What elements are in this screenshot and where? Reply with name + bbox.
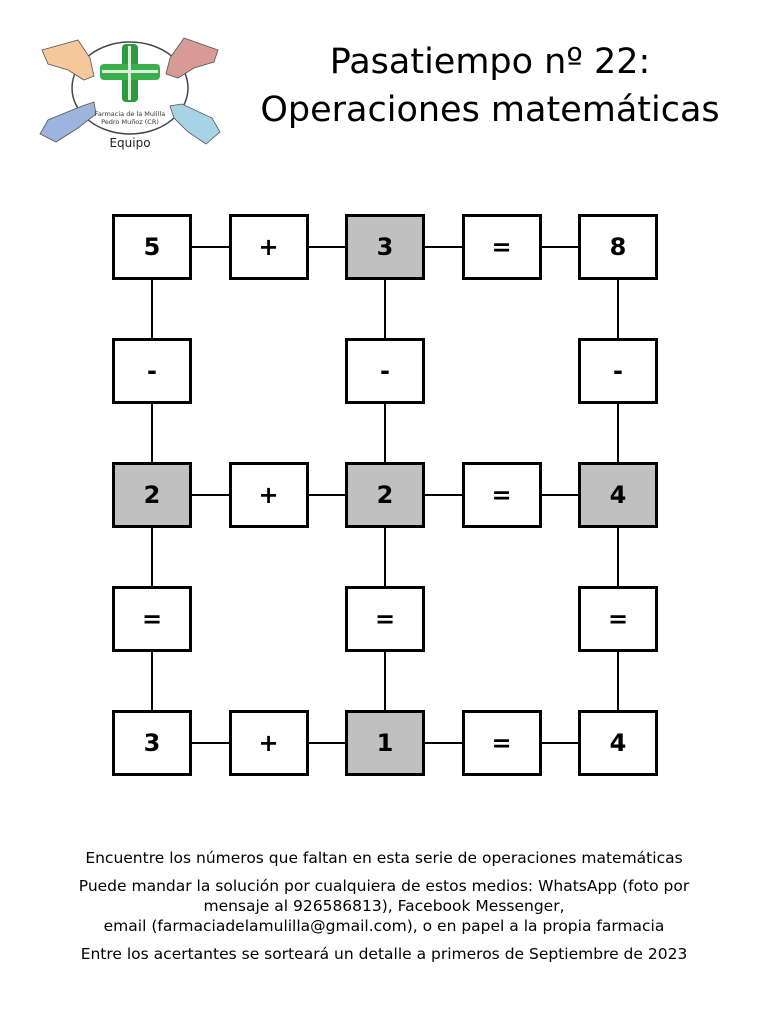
title-line2: Operaciones matemáticas — [260, 90, 720, 130]
operator-cell: - — [112, 338, 192, 404]
connector-line — [192, 742, 229, 744]
connector-line — [151, 280, 153, 338]
answer-cell[interactable]: 4 — [578, 462, 658, 528]
connector-line — [309, 246, 346, 248]
prize-text: Entre los acertantes se sorteará un detalle a primeros de Septiembre de 2023 — [80, 945, 688, 963]
connector-line — [309, 742, 346, 744]
connector-line — [384, 528, 386, 586]
connector-line — [384, 652, 386, 710]
answer-cell[interactable]: 3 — [345, 214, 425, 280]
connector-line — [151, 404, 153, 462]
number-cell: 5 — [112, 214, 192, 280]
operator-cell: = — [345, 586, 425, 652]
connector-line — [384, 404, 386, 462]
operator-cell: + — [229, 710, 309, 776]
logo-text-line2: Pedro Muñoz (CR) — [101, 118, 159, 126]
connector-line — [425, 494, 462, 496]
submission-line2: mensaje al 926586813), Facebook Messenger, — [203, 897, 565, 915]
operator-cell: = — [112, 586, 192, 652]
connector-line — [151, 528, 153, 586]
connector-line — [617, 528, 619, 586]
number-cell: 3 — [112, 710, 192, 776]
operator-cell: - — [578, 338, 658, 404]
instructions-text: Encuentre los números que faltan en esta serie de operaciones matemáticas — [85, 849, 683, 867]
connector-line — [617, 404, 619, 462]
connector-line — [151, 652, 153, 710]
connector-line — [192, 246, 229, 248]
connector-line — [617, 280, 619, 338]
connector-line — [542, 742, 579, 744]
connector-line — [384, 280, 386, 338]
operator-cell: = — [462, 710, 542, 776]
connector-line — [192, 494, 229, 496]
connector-line — [309, 494, 346, 496]
number-cell: 4 — [578, 710, 658, 776]
connector-line — [425, 742, 462, 744]
operator-cell: = — [462, 462, 542, 528]
operator-cell: - — [345, 338, 425, 404]
submission-line1: Puede mandar la solución por cualquiera de estos medios: WhatsApp (foto por — [78, 877, 690, 895]
connector-line — [542, 494, 579, 496]
operator-cell: = — [578, 586, 658, 652]
answer-cell[interactable]: 2 — [112, 462, 192, 528]
connector-line — [542, 246, 579, 248]
connector-line — [425, 246, 462, 248]
title-line1: Pasatiempo nº 22: — [329, 42, 651, 82]
number-cell: 8 — [578, 214, 658, 280]
operator-cell: = — [462, 214, 542, 280]
connector-line — [617, 652, 619, 710]
answer-cell[interactable]: 2 — [345, 462, 425, 528]
logo-text-line1: Farmacia de la Mulilla — [94, 110, 166, 118]
submission-text — [40, 876, 728, 936]
submission-line3: email (farmaciadelamulilla@gmail.com), o en papel a la propia farmacia — [103, 917, 665, 935]
operator-cell: + — [229, 462, 309, 528]
footer-text — [40, 848, 728, 972]
logo-caption: Equipo — [109, 136, 151, 150]
operator-cell: + — [229, 214, 309, 280]
answer-cell[interactable]: 1 — [345, 710, 425, 776]
